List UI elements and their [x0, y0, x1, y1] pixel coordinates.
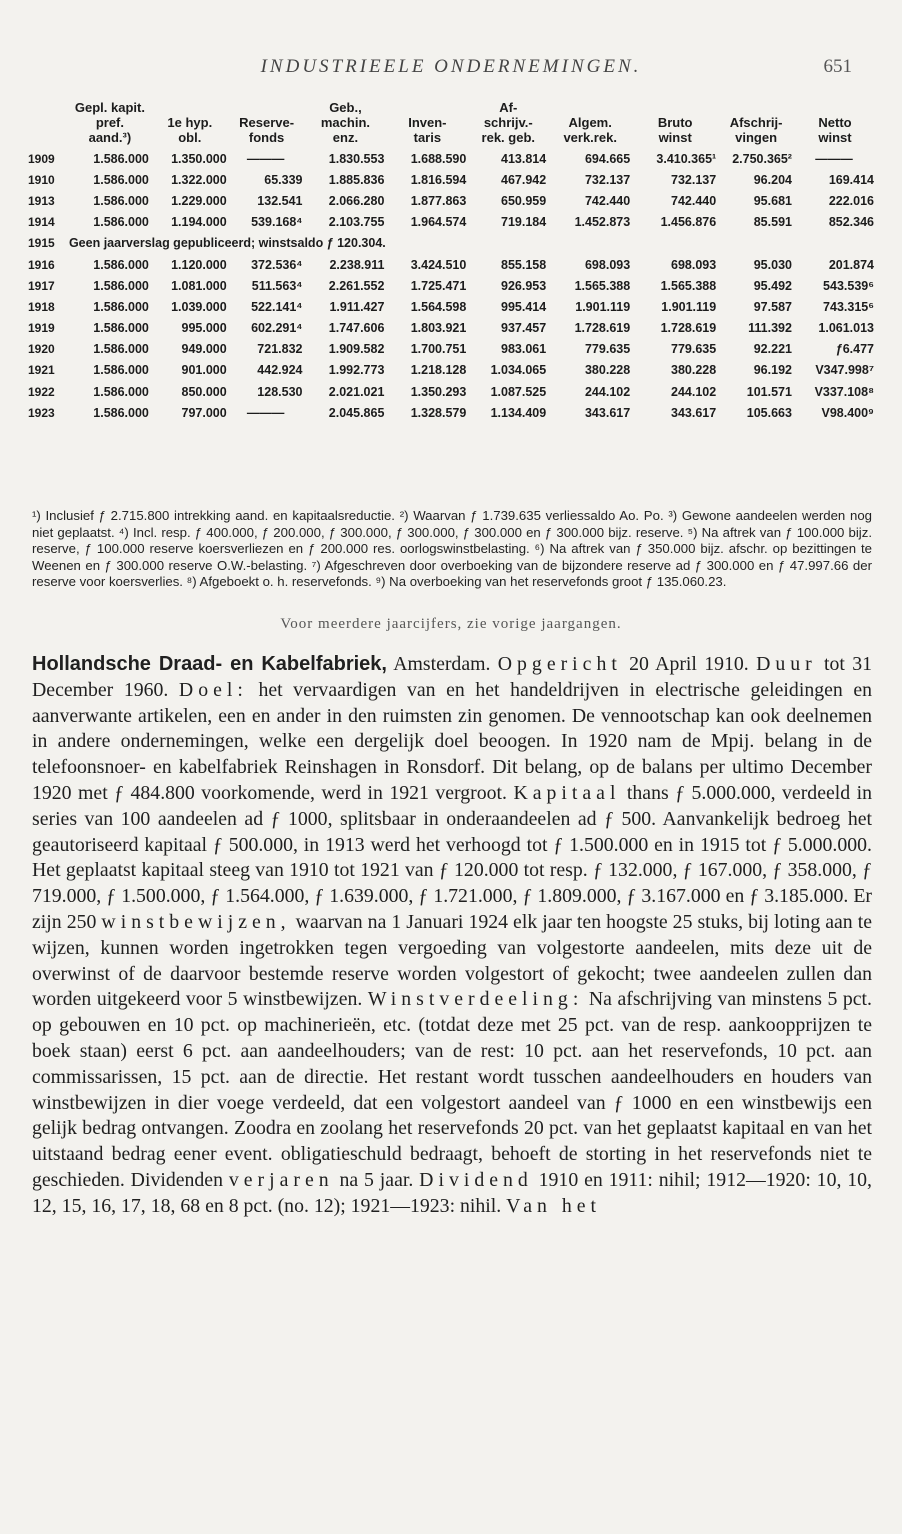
table-cell: 650.959 — [501, 193, 547, 208]
article-text: na 5 jaar. — [333, 1168, 420, 1191]
table-cell: 1920 — [28, 342, 55, 357]
table-cell: 779.635 — [671, 342, 717, 357]
table-header-row — [28, 100, 876, 148]
table-row — [28, 169, 876, 190]
table-row — [28, 381, 876, 402]
keyword-winstverdeeling: Winstverdeeling: — [367, 988, 584, 1011]
table-cell: 1923 — [28, 405, 55, 420]
table-cell: 1919 — [28, 321, 55, 336]
table-cell: 105.663 — [746, 405, 792, 420]
company-article — [32, 652, 872, 1220]
table-cell: 65.339 — [264, 172, 303, 187]
running-head — [0, 56, 902, 90]
table-cell: 852.346 — [828, 215, 874, 230]
keyword-duur: Duur — [756, 653, 817, 675]
table-cell: 442.924 — [257, 363, 303, 378]
table-cell: 343.617 — [671, 405, 717, 420]
table-cell: 1914 — [28, 215, 55, 230]
table-row — [28, 233, 876, 254]
table-cell: 742.440 — [584, 193, 631, 208]
table-cell: 128.530 — [257, 384, 303, 399]
table-cell: 1.586.000 — [93, 384, 149, 399]
article-text: 1910 en 1911: nihil; 1912—1920: 10, 10, 12, 15, 16, 17, 18, 68 en 8 pct. (no. 12); 1921—1923: nihil. — [32, 1168, 872, 1217]
table-cell: 95.030 — [753, 257, 792, 272]
table-cell: 2.103.755 — [328, 215, 385, 230]
table-cell: 96.204 — [753, 172, 792, 187]
table-cell: 937.457 — [501, 321, 547, 336]
table-cell: 698.093 — [671, 257, 717, 272]
table-cell: 1.194.000 — [171, 215, 227, 230]
table-cell: 1918 — [28, 299, 55, 314]
column-header: Reserve- fonds — [239, 115, 295, 145]
table-row — [28, 360, 876, 381]
table-cell: 1.964.574 — [410, 215, 467, 230]
table-cell: 1.992.773 — [328, 363, 385, 378]
table-cell: 1922 — [28, 384, 55, 399]
keyword-dividend: Dividend — [419, 1168, 533, 1191]
table-row — [28, 339, 876, 360]
table-cell: 779.635 — [584, 342, 631, 357]
table-cell: 1.564.598 — [410, 299, 467, 314]
table-cell: 1913 — [28, 193, 55, 208]
table-cell: 1.087.525 — [490, 384, 547, 399]
table-cell: 949.000 — [181, 342, 227, 357]
see-also-note: Voor meerdere jaarcijfers, zie vorige jaargangen. — [280, 616, 622, 632]
table-cell: 721.832 — [257, 342, 303, 357]
table-cell: 2.750.365² — [732, 151, 792, 166]
table-cell: ƒ6.477 — [835, 342, 874, 357]
table-cell: 1.586.000 — [93, 215, 149, 230]
keyword-verjaren: verjaren — [228, 1168, 334, 1191]
table-cell: 1.830.553 — [328, 151, 385, 166]
table-cell: 1.120.000 — [171, 257, 227, 272]
table-cell: 1916 — [28, 257, 55, 272]
table-row — [28, 318, 876, 339]
table-cell: 511.563⁴ — [251, 278, 303, 293]
table-cell: 1.725.471 — [410, 278, 467, 293]
table-cell: 372.536⁴ — [251, 257, 303, 272]
keyword-doel: Doel: — [178, 678, 248, 701]
column-header: Gepl. kapit. pref. aand.³) — [74, 100, 145, 145]
table-cell: 1909 — [28, 151, 55, 166]
table-cell: 1.328.579 — [410, 405, 467, 420]
table-cell: 732.137 — [584, 172, 631, 187]
company-name: Hollandsche Draad- en Kabelfabriek, — [32, 653, 387, 675]
table-cell: 1.456.876 — [660, 215, 717, 230]
table-cell: 1.816.594 — [410, 172, 467, 187]
table-cell: 1.586.000 — [93, 299, 149, 314]
table-cell: 380.228 — [584, 363, 631, 378]
table-cell: 1.565.388 — [660, 278, 717, 293]
table-cell: 111.392 — [748, 321, 792, 336]
column-header: Algem. verk.rek. — [563, 115, 617, 145]
column-header: Bruto winst — [657, 115, 693, 145]
table-cell: 1.586.000 — [93, 405, 149, 420]
table-cell: 1.452.873 — [574, 215, 631, 230]
table-cell: 1.350.000 — [171, 151, 227, 166]
column-header: Netto winst — [818, 115, 852, 145]
table-cell: 743.315⁶ — [823, 299, 874, 314]
table-cell: 95.492 — [753, 278, 792, 293]
table-cell: 132.541 — [257, 193, 303, 208]
table-cell: 1.586.000 — [93, 342, 149, 357]
table-cell: 85.591 — [753, 215, 792, 230]
table-cell: 539.168⁴ — [251, 215, 303, 230]
article-paragraph — [32, 652, 872, 1220]
table-cell: 1.218.128 — [410, 363, 467, 378]
table-cell: 602.291⁴ — [251, 321, 303, 336]
table-cell: 413.814 — [501, 151, 547, 166]
table-cell: 901.000 — [181, 363, 227, 378]
table-cell: 732.137 — [671, 172, 717, 187]
table-cell: 995.414 — [501, 299, 547, 314]
table-cell: 2.021.021 — [328, 384, 385, 399]
no-report-note: Geen jaarverslag gepubliceerd; winstsaldo ƒ 120.304. — [68, 236, 386, 251]
table-row — [28, 402, 876, 423]
table-cell: ——— — [246, 151, 285, 166]
table-cell: 1915 — [28, 236, 55, 251]
table-cell: 244.102 — [671, 384, 717, 399]
table-cell: 2.261.552 — [328, 278, 385, 293]
table-cell: 1.688.590 — [410, 151, 467, 166]
table-cell: 698.093 — [584, 257, 631, 272]
table-cell: 95.681 — [753, 193, 792, 208]
table-cell: 3.424.510 — [410, 257, 467, 272]
table-cell: 1.728.619 — [660, 321, 717, 336]
table-cell: 222.016 — [828, 193, 874, 208]
table-cell: V98.400⁹ — [821, 405, 874, 420]
table-cell: 96.192 — [753, 363, 792, 378]
table-row — [28, 275, 876, 296]
table-cell: 201.874 — [828, 257, 874, 272]
article-text: waarvan na 1 Januari 1924 elk jaar ten hoogste 25 stuks, bij loting aan te wijzen, kunnen worden ingetrokken tegen vergoeding van volgestorte aandeelen, mits deze uit de overwinst of de daarvoor bestemde reserve worden volgestort of gekocht; twee aandeelen zullen dan worden uitgekeerd voor 5 winstbewijzen. — [32, 910, 872, 1011]
column-header: Afschrij- vingen — [729, 115, 783, 145]
table-cell: 343.617 — [584, 405, 631, 420]
article-text: het vervaardigen van en het handeldrijven in electrische geleidingen en aanverwante artikelen, een en ander in den ruimsten zin genomen. De vennootschap kan ook deelnemen in andere ondernemingen, welke een dergelijk doel beoogen. In 1920 nam de Mpij. belang in de telefoonsnoer- en kabelfabriek Reinshagen in Ronsdorf. Dit belang, op de balans per ultimo December 1920 met ƒ 484.800 voorkomende, werd in 1921 vergroot. — [32, 678, 873, 804]
column-header: 1e hyp. obl. — [167, 115, 213, 145]
table-cell: 2.066.280 — [328, 193, 385, 208]
table-cell: 926.953 — [501, 278, 547, 293]
table-cell: 1.700.751 — [410, 342, 467, 357]
table-cell: 1.229.000 — [171, 193, 227, 208]
table-row — [28, 190, 876, 211]
table-cell: 1.034.065 — [490, 363, 547, 378]
table-cell: 1.081.000 — [171, 278, 227, 293]
table-cell: 1.322.000 — [171, 172, 227, 187]
financial-table — [28, 100, 876, 423]
table-cell: 1.586.000 — [93, 363, 149, 378]
table-cell: 1917 — [28, 278, 55, 293]
keyword-kapitaal: Kapitaal — [513, 781, 621, 804]
running-head-title: INDUSTRIEELE ONDERNEMINGEN. — [260, 56, 642, 77]
table-cell: 855.158 — [501, 257, 547, 272]
table-cell: 1.728.619 — [574, 321, 631, 336]
table-cell: 1921 — [28, 363, 55, 378]
table-cell: 1.586.000 — [93, 151, 149, 166]
table-cell: 2.238.911 — [329, 257, 385, 272]
table-cell: 694.665 — [584, 151, 631, 166]
article-text: Na afschrijving van minstens 5 pct. op gebouwen en 10 pct. op machinerieën, etc. (totdat deze met 25 pct. van de resp. aankoopprijzen te boek staan) eerst 6 pct. aan aandeelhouders; van de rest: 10 pct. aan het reservefonds, 10 pct. aan commissarissen, 15 pct. aan de directie. Het restant wordt tusschen aandeelhouders en houders van winstbewijzen in dier voege verdeeld, dat een volgestort aandeel van ƒ 1000 en een winstbewijs een gelijk bedrag ontvangen. Zoodra en zoolang het reservefonds 20 pct. van het geplaatst kapitaal en van het uitstaand bedrag eener event. obligatieschuld bedraagt, behoeft de storting in het reservefonds niet te geschieden. Dividenden — [32, 988, 872, 1191]
table-cell: 1.586.000 — [93, 193, 149, 208]
page-number: 651 — [823, 56, 852, 77]
keyword-winstbewijzen: winstbewijzen, — [101, 910, 291, 933]
article-text: tot 31 December 1960. — [32, 653, 873, 701]
keyword-van-het: Van het — [506, 1194, 602, 1217]
table-cell: 1.350.293 — [410, 384, 467, 399]
table-cell: 1.134.409 — [490, 405, 547, 420]
table-cell: 1.747.606 — [328, 321, 385, 336]
table-cell: 1.586.000 — [93, 321, 149, 336]
article-text: 20 April 1910. — [621, 653, 757, 675]
table-row — [28, 254, 876, 275]
table-cell: 797.000 — [181, 405, 227, 420]
table-cell: 850.000 — [181, 384, 227, 399]
column-header — [28, 100, 69, 148]
table-cell: 1.586.000 — [93, 172, 149, 187]
table-cell: 1.586.000 — [93, 278, 149, 293]
table-footnotes — [32, 508, 872, 591]
column-header: Inven- taris — [408, 115, 447, 145]
table-cell: 1.885.836 — [328, 172, 385, 187]
table-cell: 1.877.863 — [410, 193, 467, 208]
table-row — [28, 148, 876, 169]
table-cell: 1.803.921 — [410, 321, 467, 336]
column-header: Geb., machin. enz. — [320, 100, 370, 145]
table-cell: 1.586.000 — [93, 257, 149, 272]
table-cell: 3.410.365¹ — [656, 151, 717, 166]
table-row — [28, 296, 876, 317]
column-header: Af- schrijv.- rek. geb. — [481, 100, 535, 145]
article-text: thans ƒ 5.000.000, verdeeld in series van 100 aandeelen ad ƒ 1000, splitsbaar in onderaandeelen ad ƒ 500. Aanvankelijk bedroeg het geautoriseerd kapitaal ƒ 500.000, in 1913 werd het verhoogd tot ƒ 1.500.000 en in 1915 tot ƒ 5.000.000. Het geplaatst kapitaal steeg van 1910 tot 1921 van ƒ 120.000 tot resp. ƒ 132.000, ƒ 167.000, ƒ 358.000, ƒ 719.000, ƒ 1.500.000, ƒ 1.564.000, ƒ 1.639.000, ƒ 1.721.000, ƒ 1.809.000, ƒ 3.167.000 en ƒ 3.185.000. Er zijn 250 — [32, 781, 872, 933]
table-cell: 1.911.427 — [329, 299, 385, 314]
article-text: Amsterdam. — [386, 653, 498, 675]
table-cell: 742.440 — [671, 193, 717, 208]
footnotes-text: ¹) Inclusief ƒ 2.715.800 intrekking aand. en kapitaalsreductie. ²) Waarvan ƒ 1.739.635 verliessaldo Ao. Po. ³) Gewone aandeelen werden nog niet geplaatst. ⁴) Incl. resp. ƒ 400.000, ƒ 200.000, ƒ 300.000, ƒ 300.000, ƒ 300.000 en ƒ 300.000 bijz. reserve. ⁵) Na aftrek van ƒ 100.000 bijz. reserve, ƒ 100.000 reserve koersverliezen en ƒ 200.000 res. oorlogswinstbelasting. ⁶) Na aftrek van ƒ 350.000 bijz. afschr. op bezittingen te Weenen en ƒ 300.000 reserve O.W.-belasting. ⁷) Afgeschreven door overboeking van de bijzondere reserve ad ƒ 300.000 en ƒ 47.997.66 der reserve voor koersverlies. ⁸) Afgeboekt o. h. reservefonds. ⁹) Na overboeking van het reservefonds groot ƒ 135.060.23. — [32, 508, 872, 589]
table-row — [28, 212, 876, 233]
table-cell: 1.901.119 — [661, 299, 717, 314]
table-cell: 169.414 — [828, 172, 874, 187]
keyword-opgericht: Opgericht — [497, 653, 622, 675]
table-cell: 522.141⁴ — [251, 299, 303, 314]
table-cell: 92.221 — [753, 342, 792, 357]
table-cell: 1.901.119 — [575, 299, 631, 314]
table-cell: 1.909.582 — [328, 342, 385, 357]
table-cell: 1910 — [28, 172, 55, 187]
table-cell: ——— — [246, 405, 285, 420]
table-cell: 983.061 — [501, 342, 547, 357]
table-cell: ——— — [815, 151, 853, 166]
table-cell: 1.565.388 — [574, 278, 631, 293]
table-cell: 1.061.013 — [818, 321, 874, 336]
table-cell: 2.045.865 — [328, 405, 385, 420]
table-cell: 719.184 — [501, 215, 547, 230]
table-cell: 543.539⁶ — [823, 278, 874, 293]
table-cell: 467.942 — [501, 172, 547, 187]
table-cell: 97.587 — [753, 299, 792, 314]
table-cell: 1.039.000 — [171, 299, 227, 314]
table-cell: 101.571 — [746, 384, 792, 399]
table-cell: V347.998⁷ — [815, 363, 874, 378]
table-cell: 995.000 — [181, 321, 227, 336]
table-cell: 380.228 — [671, 363, 717, 378]
table-cell: 244.102 — [584, 384, 631, 399]
table-cell: V337.108⁸ — [814, 384, 874, 399]
